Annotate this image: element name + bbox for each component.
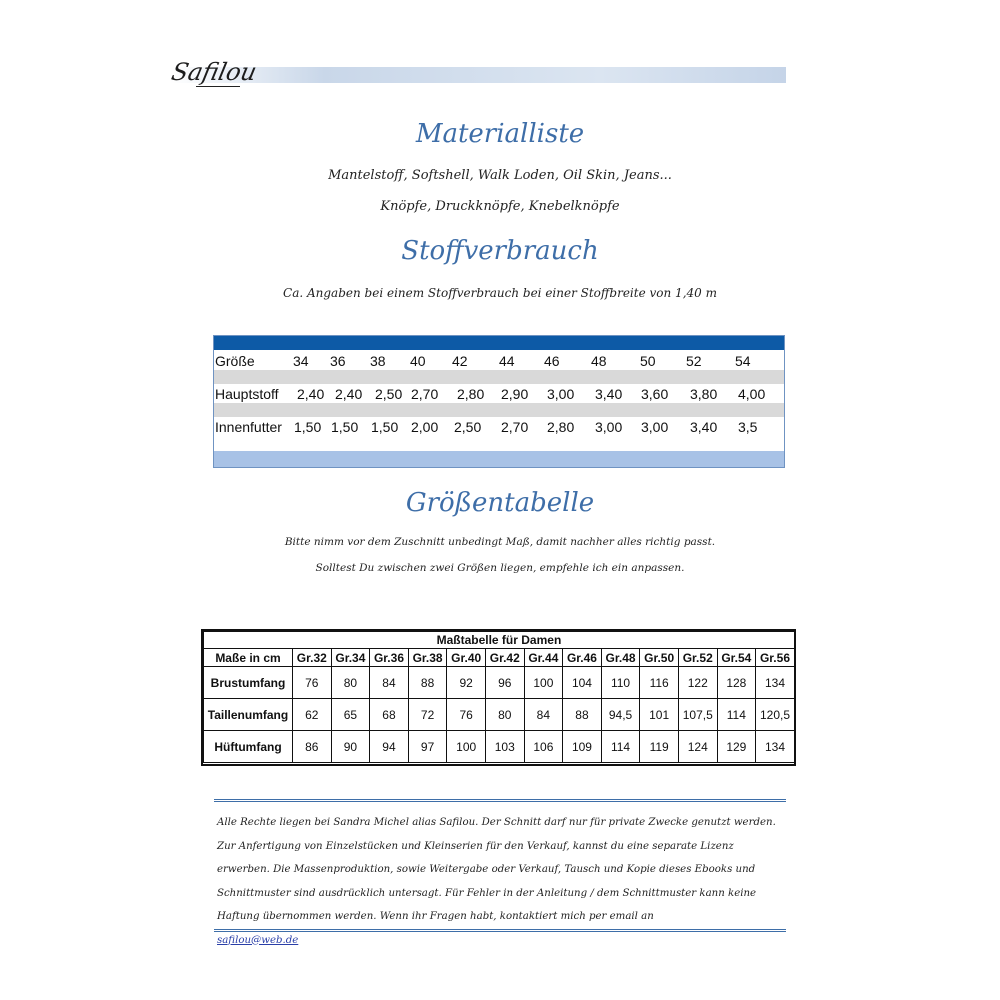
masstabelle-cell: 124	[678, 731, 717, 763]
stoff-cell: 2,70	[501, 419, 529, 435]
masstabelle-cell: 120,5	[756, 699, 795, 731]
stoff-row-hauptstoff	[214, 386, 784, 405]
stoff-cell: 3,80	[690, 386, 718, 402]
stoff-table-footer-bar	[214, 451, 784, 467]
logo-underline	[196, 86, 240, 87]
masstabelle-cell: 86	[293, 731, 332, 763]
groessentabelle-line-1: Bitte nimm vor dem Zuschnitt unbedingt Maß, damit nachher alles richtig passt.	[284, 536, 716, 548]
masstabelle-cell: 114	[717, 699, 756, 731]
masstabelle-cell: 62	[293, 699, 332, 731]
stoff-table-band	[214, 403, 784, 417]
masstabelle-header-label: Maße in cm	[204, 649, 293, 667]
masstabelle-row	[204, 699, 795, 731]
masstabelle-cell: 104	[563, 667, 602, 699]
masstabelle-cell: 119	[640, 731, 679, 763]
masstabelle-cell: 107,5	[678, 699, 717, 731]
stoff-cell: 4,00	[738, 386, 766, 402]
masstabelle-cell: 96	[485, 667, 524, 699]
masstabelle-size-header: Gr.38	[408, 649, 447, 667]
materialliste-line-1: Mantelstoff, Softshell, Walk Loden, Oil Skin, Jeans...	[328, 168, 672, 183]
stoff-cell: 42	[452, 353, 468, 369]
stoff-cell: 1,50	[371, 419, 399, 435]
stoff-cell: 52	[686, 353, 702, 369]
masstabelle-title: Maßtabelle für Damen	[204, 632, 795, 649]
header-bar	[170, 67, 786, 83]
stoff-cell: 2,80	[547, 419, 575, 435]
masstabelle-cell: 114	[601, 731, 640, 763]
masstabelle-row	[204, 667, 795, 699]
stoff-cell: 46	[544, 353, 560, 369]
stoff-row-label: Größe	[215, 353, 255, 369]
materialliste-line-2: Knöpfe, Druckknöpfe, Knebelknöpfe	[380, 199, 620, 214]
masstabelle-row	[204, 731, 795, 763]
stoff-table-band	[214, 370, 784, 384]
masstabelle-cell: 80	[485, 699, 524, 731]
masstabelle-cell: 68	[370, 699, 409, 731]
stoff-cell: 1,50	[294, 419, 322, 435]
stoff-cell: 3,40	[690, 419, 718, 435]
masstabelle-size-header: Gr.56	[756, 649, 795, 667]
stoff-cell: 3,40	[595, 386, 623, 402]
masstabelle-cell: 88	[408, 667, 447, 699]
masstabelle-size-header: Gr.40	[447, 649, 486, 667]
masstabelle-cell: 134	[756, 667, 795, 699]
masstabelle-cell: 103	[485, 731, 524, 763]
masstabelle-cell: 122	[678, 667, 717, 699]
stoff-cell: 2,90	[501, 386, 529, 402]
footer-email-link[interactable]: safilou@web.de	[217, 934, 299, 946]
masstabelle-size-header: Gr.32	[293, 649, 332, 667]
stoff-cell: 3,5	[738, 419, 758, 435]
masstabelle-cell: 88	[563, 699, 602, 731]
masstabelle-cell: 94,5	[601, 699, 640, 731]
masstabelle-cell: 76	[293, 667, 332, 699]
masstabelle-cell: 100	[447, 731, 486, 763]
masstabelle-size-header: Gr.34	[331, 649, 370, 667]
stoff-cell: 2,80	[457, 386, 485, 402]
masstabelle-size-header: Gr.48	[601, 649, 640, 667]
masstabelle-cell: 80	[331, 667, 370, 699]
stoff-cell: 34	[293, 353, 309, 369]
masstabelle-size-header: Gr.50	[640, 649, 679, 667]
masstabelle-size-header: Gr.42	[485, 649, 524, 667]
footer-divider-top	[214, 799, 786, 802]
stoff-row-innenfutter	[214, 419, 784, 438]
stoff-cell: 48	[591, 353, 607, 369]
stoff-cell: 36	[330, 353, 346, 369]
masstabelle-cell: 94	[370, 731, 409, 763]
masstabelle-size-header: Gr.54	[717, 649, 756, 667]
masstabelle-size-header: Gr.46	[563, 649, 602, 667]
footer-divider-bottom	[214, 929, 786, 932]
stoff-cell: 3,00	[595, 419, 623, 435]
masstabelle-cell: 76	[447, 699, 486, 731]
stoffverbrauch-title: Stoffverbrauch	[401, 236, 599, 266]
materialliste-title: Materialliste	[415, 119, 585, 149]
stoff-cell: 50	[640, 353, 656, 369]
footer-text: Alle Rechte liegen bei Sandra Michel alias Safilou. Der Schnitt darf nur für private Zwecke genutzt werden. Zur Anfertigung von Einzelstücken und Kleinserien für den Verkauf, kannst du eine separate Lizenz erwerben. Die Massenproduktion, sowie Weitergabe oder Verkauf, Tausch und Kopie dieses Ebooks und Schnittmuster sind ausdrücklich untersagt. Für Fehler in der Anleitung / dem Schnittmuster kann keine Haftung übernommen werden. Wenn ihr Fragen habt, kontaktiert mich per email an	[217, 817, 776, 922]
masstabelle-cell: 116	[640, 667, 679, 699]
stoff-row-label: Hauptstoff	[215, 386, 279, 402]
stoff-table-header-bar	[214, 336, 784, 350]
stoff-cell: 54	[735, 353, 751, 369]
groessentabelle-title: Größentabelle	[405, 488, 595, 518]
masstabelle-cell: 100	[524, 667, 563, 699]
stoff-row-groesse	[214, 353, 784, 372]
masstabelle-row-label: Taillenumfang	[204, 699, 293, 731]
masstabelle-cell: 110	[601, 667, 640, 699]
masstabelle-cell: 128	[717, 667, 756, 699]
masstabelle-cell: 84	[524, 699, 563, 731]
masstabelle-row-label: Hüftumfang	[204, 731, 293, 763]
masstabelle-cell: 84	[370, 667, 409, 699]
stoffverbrauch-subtitle: Ca. Angaben bei einem Stoffverbrauch bei einer Stoffbreite von 1,40 m	[283, 286, 717, 300]
stoff-cell: 38	[370, 353, 386, 369]
masstabelle-size-header: Gr.36	[370, 649, 409, 667]
stoffverbrauch-table	[213, 335, 785, 468]
masstabelle-cell: 92	[447, 667, 486, 699]
masstabelle	[201, 629, 796, 766]
groessentabelle-line-2: Solltest Du zwischen zwei Größen liegen, empfehle ich ein anpassen.	[315, 562, 685, 574]
masstabelle-row-label: Brustumfang	[204, 667, 293, 699]
stoff-cell: 2,50	[375, 386, 403, 402]
stoff-cell: 2,50	[454, 419, 482, 435]
masstabelle-cell: 109	[563, 731, 602, 763]
masstabelle-cell: 129	[717, 731, 756, 763]
stoff-cell: 2,40	[335, 386, 363, 402]
masstabelle-size-header: Gr.52	[678, 649, 717, 667]
stoff-cell: 44	[499, 353, 515, 369]
masstabelle-cell: 97	[408, 731, 447, 763]
stoff-cell: 40	[410, 353, 426, 369]
stoff-cell: 2,70	[411, 386, 439, 402]
masstabelle-cell: 90	[331, 731, 370, 763]
logo: Safilou	[169, 58, 260, 86]
stoff-cell: 2,40	[297, 386, 325, 402]
masstabelle-size-header: Gr.44	[524, 649, 563, 667]
masstabelle-cell: 101	[640, 699, 679, 731]
masstabelle-cell: 72	[408, 699, 447, 731]
stoff-cell: 2,00	[411, 419, 439, 435]
stoff-cell: 3,60	[641, 386, 669, 402]
stoff-cell: 1,50	[331, 419, 359, 435]
masstabelle-cell: 65	[331, 699, 370, 731]
stoff-cell: 3,00	[547, 386, 575, 402]
stoff-row-label: Innenfutter	[215, 419, 282, 435]
masstabelle-cell: 134	[756, 731, 795, 763]
stoff-cell: 3,00	[641, 419, 669, 435]
masstabelle-cell: 106	[524, 731, 563, 763]
